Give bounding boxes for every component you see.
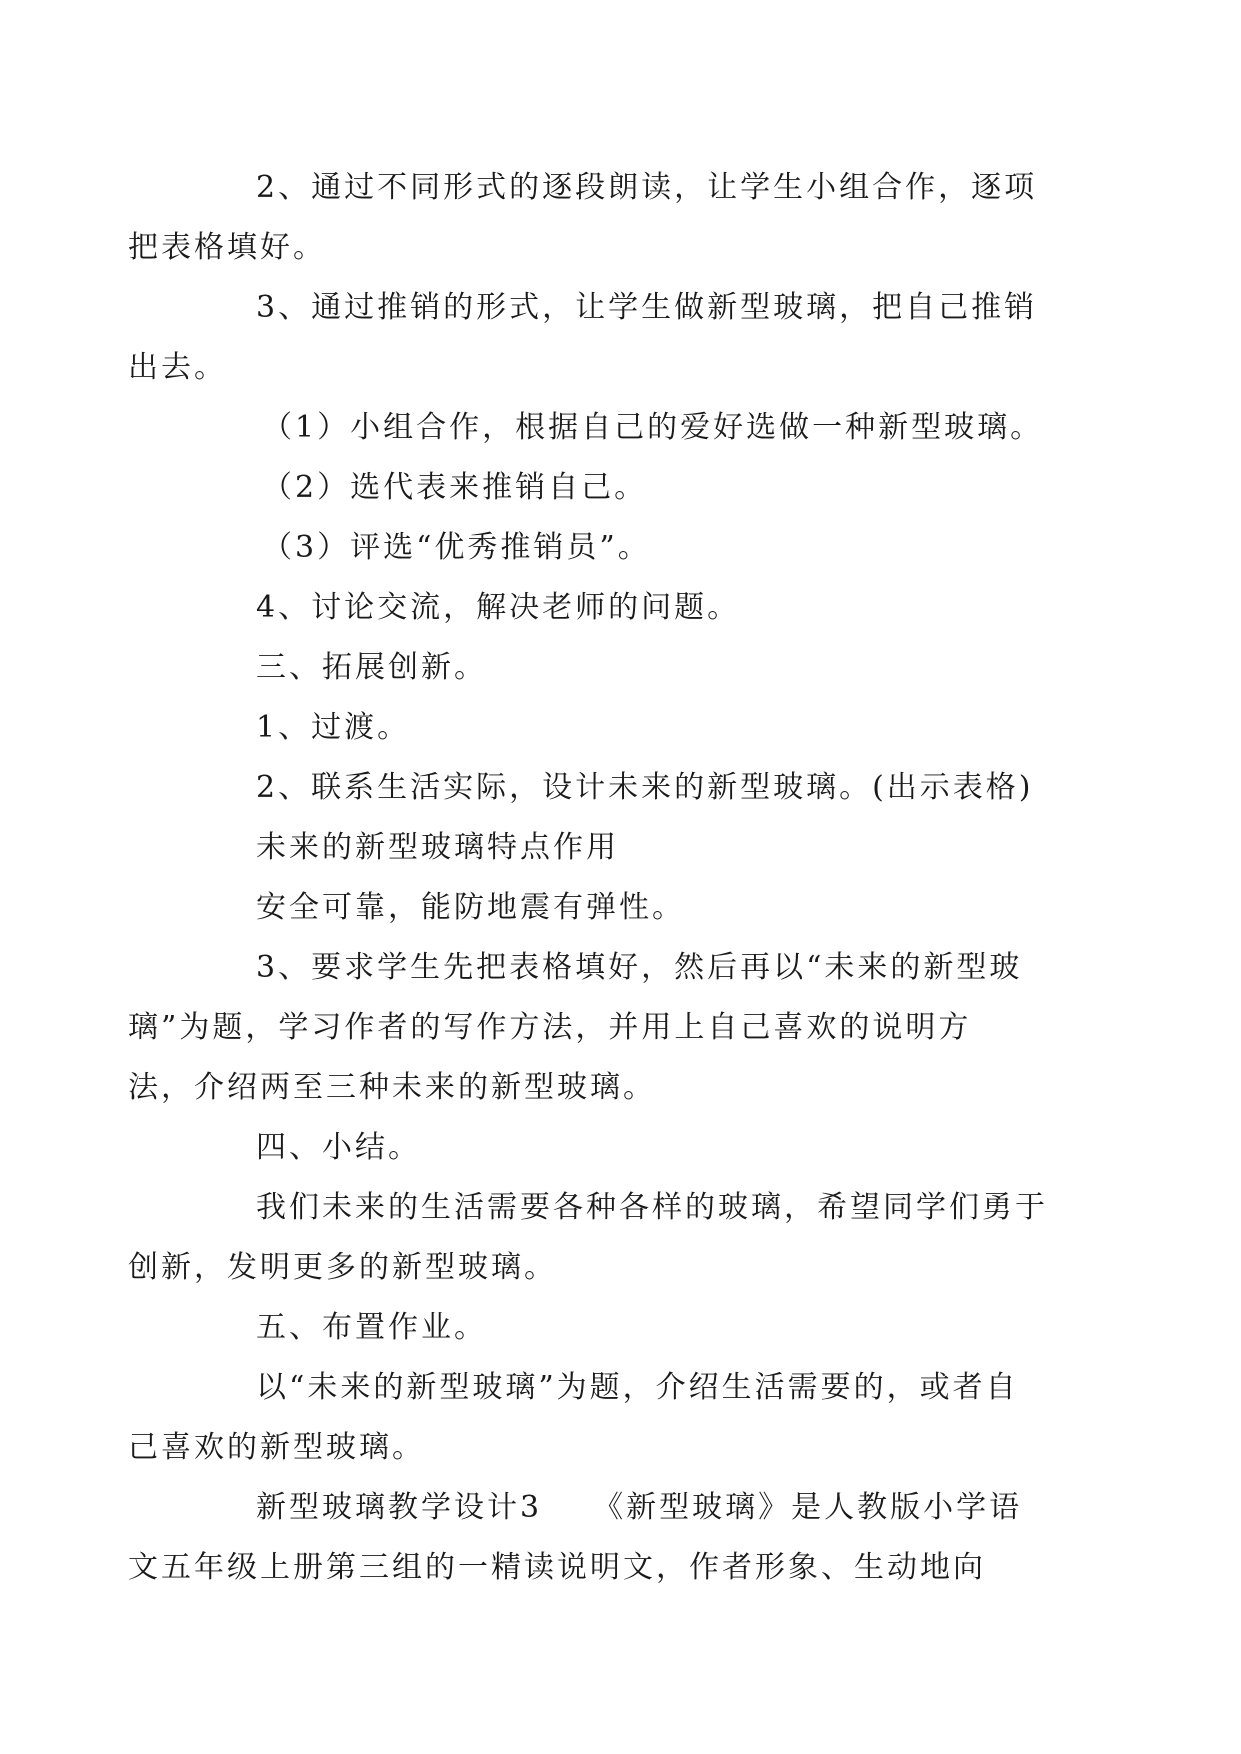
paragraph-design-3-intro	[128, 1478, 1052, 1598]
section-heading-4	[192, 1118, 1052, 1178]
table-header-line	[192, 818, 1052, 878]
line: （2）选代表来推销自己。	[262, 470, 648, 505]
document-body	[128, 158, 1052, 1598]
line: 己喜欢的新型玻璃。	[128, 1430, 425, 1465]
line: 3、通过推销的形式，让学生做新型玻璃，把自己推销	[256, 290, 1038, 325]
line: 未来的新型玻璃特点作用	[256, 830, 619, 865]
line: 把表格填好。	[128, 230, 326, 265]
section-heading-5	[192, 1298, 1052, 1358]
line: 璃”为题，学习作者的写作方法，并用上自己喜欢的说明方	[128, 1010, 972, 1045]
line: 五、布置作业。	[256, 1310, 487, 1345]
line: 2、联系生活实际，设计未来的新型玻璃。(出示表格)	[256, 770, 1034, 805]
line: （1）小组合作，根据自己的爱好选做一种新型玻璃。	[262, 410, 1044, 445]
line: 我们未来的生活需要各种各样的玻璃，希望同学们勇于	[256, 1190, 1048, 1225]
paragraph-sub-2	[192, 458, 1052, 518]
line: 4、讨论交流，解决老师的问题。	[256, 590, 741, 625]
paragraph-requirement	[128, 938, 1052, 1118]
paragraph-step-4	[192, 578, 1052, 638]
paragraph-sub-1	[192, 398, 1052, 458]
paragraph-design	[192, 758, 1052, 818]
line: 四、小结。	[256, 1130, 421, 1165]
section-heading-3	[192, 638, 1052, 698]
line: 3、要求学生先把表格填好，然后再以“未来的新型玻	[256, 950, 1023, 985]
table-row-line	[192, 878, 1052, 938]
paragraph-summary	[128, 1178, 1052, 1298]
line: 法，介绍两至三种未来的新型玻璃。	[128, 1070, 656, 1105]
paragraph-transition	[192, 698, 1052, 758]
line: 安全可靠，能防地震有弹性。	[256, 890, 685, 925]
line: （3）评选“优秀推销员”。	[262, 530, 651, 565]
line: 1、过渡。	[256, 710, 411, 745]
line: 文五年级上册第三组的一精读说明文，作者形象、生动地向	[128, 1550, 986, 1585]
paragraph-step-2	[128, 158, 1052, 278]
line: 出去。	[128, 350, 227, 385]
line: 2、通过不同形式的逐段朗读，让学生小组合作，逐项	[256, 170, 1038, 205]
paragraph-homework	[128, 1358, 1052, 1478]
line: 以“未来的新型玻璃”为题，介绍生活需要的，或者自	[256, 1370, 1019, 1405]
paragraph-sub-3	[192, 518, 1052, 578]
paragraph-step-3	[128, 278, 1052, 398]
line: 创新，发明更多的新型玻璃。	[128, 1250, 557, 1285]
line: 新型玻璃教学设计3 《新型玻璃》是人教版小学语	[256, 1490, 1023, 1525]
line: 三、拓展创新。	[256, 650, 487, 685]
